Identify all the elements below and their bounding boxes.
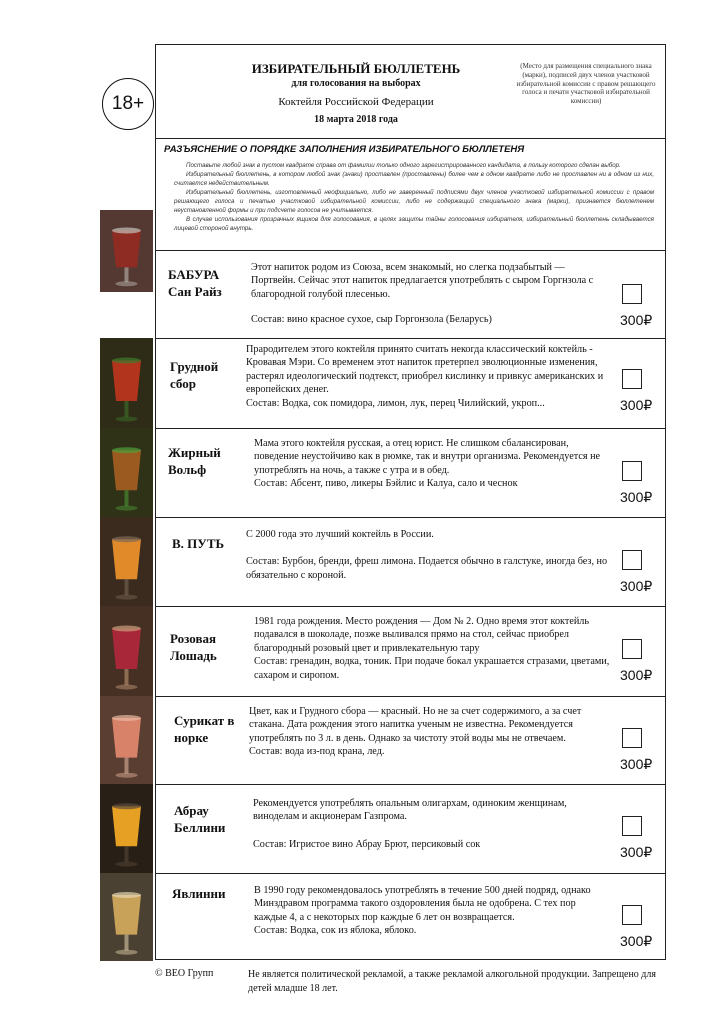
price-label: 300₽ [620,667,653,683]
candidate-row [156,696,665,784]
candidate-description: В 1990 году рекомендовалось употреблять в течение 500 дней подряд, однако Минздравом программа такого оздоровления была не одобрена. С тех пор каждые 4, а с некоторых пор каждые 6 лет он возвращается. [254,885,591,923]
cocktail-photo [100,338,153,428]
candidate-name [174,803,225,837]
candidate-name [174,713,234,747]
candidate-composition: Состав: Водка, сок из яблока, яблоко. [254,925,417,937]
candidate-description: Цвет, как и Грудного сбора — красный. Но не за счет содержимого, а за счет стакана. Дата рождения этого напитка ученым не известна. Рекомендуется употреблять по 3 л. в день. Однако за чистоту этой воды мы не отвечаем. [249,706,582,744]
vote-checkbox[interactable] [622,369,642,389]
price-label: 300₽ [620,844,653,860]
candidate-name [168,445,221,479]
price-label: 300₽ [620,312,653,328]
candidate-description-block [253,797,613,851]
candidate-composition: Состав: гренадин, водка, тоник. При подаче бокал украшается стразами, цветами, сахаром и сиропом. [254,656,610,681]
candidate-description-block [254,884,609,938]
candidate-composition: Состав: Абсент, пиво, ликеры Бэйлис и Калуа, сало и чеснок [254,478,518,490]
vote-checkbox[interactable] [622,728,642,748]
candidate-description: Мама этого коктейля русская, а отец юрист. Не слишком сбалансирован, поведение неустойчиво как в рюмке, так и внутри организма. Рекомендуется не употреблять на ночь, а также с утра и в обед. [254,438,601,476]
candidate-description-block [246,343,606,410]
candidate-name-line: Абрау [174,803,209,818]
candidate-description: Прародителем этого коктейля принято считать некогда классический коктейль - Кровавая Мэри. Со временем этот напиток претерпел эволюционные изменения, растерял идеологический подтекст, приобрел кислинку и привкус американских и европейских денег. [246,344,604,396]
candidate-name-line: Сан Райз [168,283,222,299]
candidate-composition: Состав: вода из-под крана, лед. [249,746,385,758]
ballot-title: ИЗБИРАТЕЛЬНЫЙ БЮЛЛЕТЕНЬ [251,61,461,76]
vote-checkbox[interactable] [622,461,642,481]
candidate-description: Рекомендуется употреблять опальным олигархам, одиноким женщинам, виноделам и акционерам Газпрома. [253,798,567,823]
candidate-description-block [251,261,611,327]
price-label: 300₽ [620,756,653,772]
candidate-name [172,536,224,553]
vote-checkbox[interactable] [622,639,642,659]
vote-checkbox[interactable] [622,905,642,925]
cocktail-photo [100,696,153,784]
candidate-name-line: Сурикат в [174,713,235,728]
candidate-description: С 2000 года это лучший коктейль в России. [246,529,434,540]
candidate-name-line: В. ПУТЬ [172,536,225,551]
candidate-description-block [254,615,614,682]
candidate-composition: Состав: Водка, сок помидора, лимон, лук, перец Чилийский, укроп... [246,397,545,409]
candidate-name [170,359,218,393]
candidate-name-line: сбор [170,375,196,391]
candidate-name [172,886,226,903]
candidate-name [170,631,217,665]
instructions-paragraph: Избирательный бюллетень, изготовленный неофициально, либо не заверенный подписями двух членов участковой избирательной комиссии с правом решающего голоса и печатью участковой избирательной комиссии, либо не содержащий специального знака (марки), признается бюллетенем неустановленной формы и при подсчете голосов не учитывается. [174,188,654,214]
candidate-name-line: Лошадь [170,647,217,663]
candidate-name-line: Жирный [168,445,221,460]
stamp-placeholder-note: (Место для размещения специального знака (марки), подписей двух членов участковой избирательной комиссии с правом решающего голоса и печати участковой избирательной комиссии) [516,62,656,105]
price-label: 300₽ [620,578,653,594]
candidate-row [156,428,665,517]
candidate-row [156,338,665,428]
candidate-row [156,517,665,606]
instructions-paragraph: В случае использования прозрачных ящиков для голосования, в целях защиты тайны голосования избирателя, избирательный бюллетень складывается лицевой стороной внутрь. [174,215,654,232]
candidate-name-line: Грудной [170,359,219,374]
footer-disclaimer: Не является политической рекламой, а также рекламой алкогольной продукции. Запрещено для детей младше 18 лет. [248,969,656,994]
candidate-description-block [249,705,614,759]
candidate-name-line: Вольф [168,461,207,477]
cocktail-photo [100,606,153,696]
candidate-row [156,784,665,873]
vote-checkbox[interactable] [622,550,642,570]
cocktail-photo [100,210,153,292]
candidate-name-line: Беллини [174,819,226,835]
candidate-composition: Состав: вино красное сухое, сыр Горгонзола (Беларусь) [251,314,492,326]
candidate-composition: Состав: Игристое вино Абрау Брют, персиковый сок [253,838,481,850]
candidate-row [156,606,665,696]
ballot-date: 18 марта 2018 года [314,114,398,125]
candidate-description: 1981 года рождения. Место рождения — Дом № 2. Одно время этот коктейль подавался в шоколаде, позже выливался прямо на стол, сейчас приобрел благородный розовый цвет и привлекательную тару [254,616,590,654]
instructions-text [174,162,654,234]
cocktail-photo [100,517,153,606]
price-label: 300₽ [620,397,653,413]
instructions-paragraph: Избирательный бюллетень, в котором любой знак (знаки) проставлен (проставлены) более чем в одном квадрате либо не проставлен ни в одном из них, считается недействительным. [174,170,654,187]
candidate-name-line: Розовая [170,631,216,646]
candidate-name-line: Явлинни [172,886,226,901]
candidate-row [156,250,665,338]
candidate-row [156,873,665,961]
candidate-description: Этот напиток родом из Союза, всем знакомый, но слегка подзабытый — Портвейн. Сейчас этот напиток предлагается употреблять с сыром Горгнзола с благородной голубой плесенью. [251,262,594,300]
candidate-description-block [246,528,616,582]
instructions-title: РАЗЪЯСНЕНИЕ О ПОРЯДКЕ ЗАПОЛНЕНИЯ ИЗБИРАТЕЛЬНОГО БЮЛЛЕТЕНЯ [164,144,525,155]
candidate-name-line: БАБУРА [168,267,220,282]
footer-copyright: © ВЕО Групп [155,968,214,979]
price-label: 300₽ [620,933,653,949]
candidate-composition: Состав: Бурбон, бренди, фреш лимона. Подается обычно в галстуке, иногда без, но обязательно с короной. [246,556,608,581]
vote-checkbox[interactable] [622,284,642,304]
cocktail-photo [100,873,153,961]
vote-checkbox[interactable] [622,816,642,836]
candidate-name [168,267,222,301]
cocktail-photo [100,428,153,517]
ballot-subtitle: для голосования на выборах [291,78,421,89]
age-restriction-badge: 18+ [102,78,154,130]
candidate-description-block [254,437,614,491]
ballot [155,44,666,960]
instructions-paragraph: Поставьте любой знак в пустом квадрате справа от фамилии только одного зарегистрированного кандидата, в пользу которого сделан выбор. [186,162,621,169]
ballot-election-name: Коктейля Российской Федерации [278,96,434,108]
price-label: 300₽ [620,489,653,505]
cocktail-photo [100,784,153,873]
ballot-header [156,45,665,139]
candidate-name-line: норке [174,729,209,745]
